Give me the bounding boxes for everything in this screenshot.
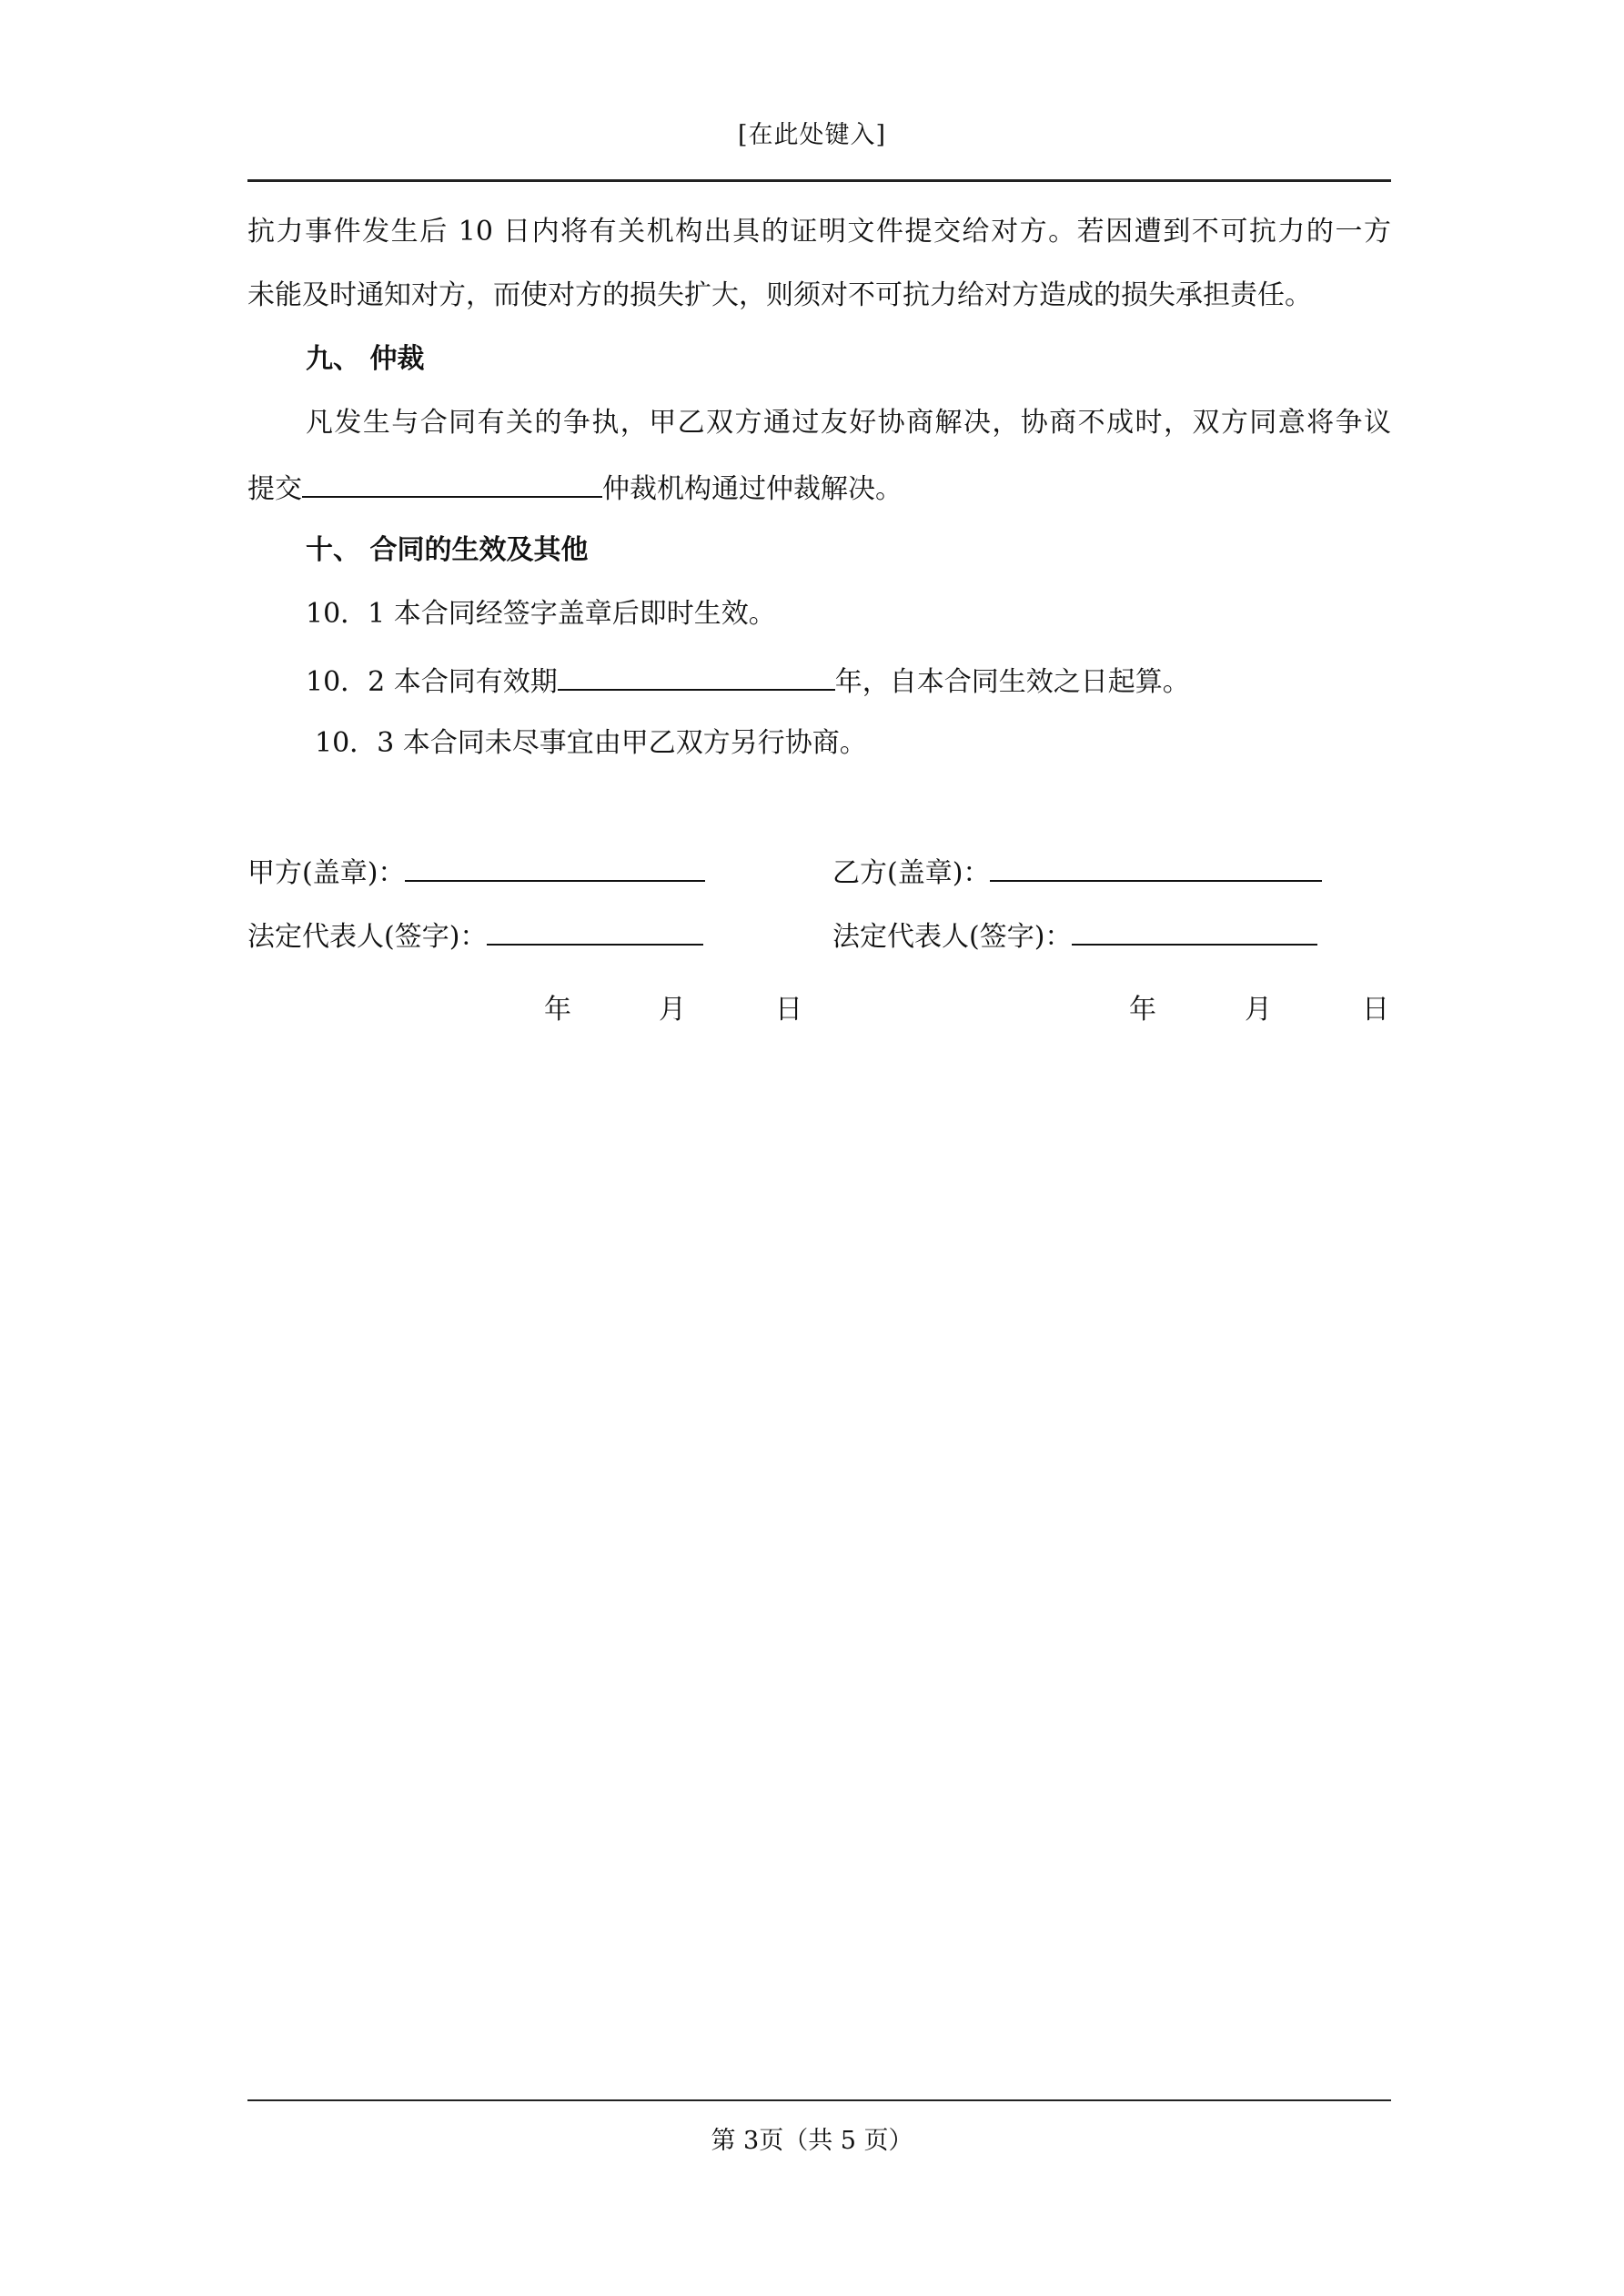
page-header: [在此处键入]	[737, 121, 887, 149]
section-10-heading: 十、 合同的生效及其他	[306, 534, 589, 566]
arbitration-institution-blank[interactable]	[302, 469, 602, 498]
party-a-seal-blank[interactable]	[405, 853, 705, 882]
section-9-line-2	[247, 469, 903, 508]
party-b-rep-row	[832, 916, 1317, 956]
footer-rule	[247, 2099, 1391, 2101]
page-footer: 第 3页（共 5 页）	[711, 2127, 913, 2155]
header-rule	[247, 179, 1391, 182]
section-9-line-2-prefix: 提交	[247, 473, 302, 505]
party-a-rep-label: 法定代表人(签字)：	[247, 921, 488, 953]
party-a-date-month: 月	[659, 994, 686, 1026]
section-9-line-2-suffix: 仲裁机构通过仲裁解决。	[602, 473, 903, 505]
section-10-item-1: 10．1 本合同经签字盖章后即时生效。	[306, 598, 776, 630]
party-a-date-day: 日	[775, 994, 802, 1026]
party-b-seal-blank[interactable]	[990, 853, 1322, 882]
party-b-date-day: 日	[1362, 994, 1389, 1026]
section-10-item-2-prefix: 10．2 本合同有效期	[306, 666, 558, 698]
validity-years-blank[interactable]	[558, 662, 835, 691]
party-b-date-year: 年	[1129, 994, 1156, 1026]
section-9-line-1: 凡发生与合同有关的争执，甲乙双方通过友好协商解决，协商不成时，双方同意将争议	[306, 407, 1391, 439]
section-9-heading: 九、 仲裁	[306, 343, 425, 375]
section-10-item-3: 10．3 本合同未尽事宜由甲乙双方另行协商。	[315, 727, 867, 759]
party-a-rep-blank[interactable]	[487, 916, 703, 946]
force-majeure-line-1: 抗力事件发生后 10 日内将有关机构出具的证明文件提交给对方。若因遭到不可抗力的一方	[247, 216, 1391, 248]
party-a-date-year: 年	[544, 994, 571, 1026]
party-b-seal-label: 乙方(盖章)：	[832, 857, 991, 889]
force-majeure-line-2: 未能及时通知对方，而使对方的损失扩大，则须对不可抗力给对方造成的损失承担责任。	[247, 279, 1312, 311]
party-a-seal-label: 甲方(盖章)：	[247, 857, 406, 889]
party-a-rep-row	[247, 916, 703, 956]
party-b-seal-row	[832, 853, 1322, 892]
section-10-item-2	[306, 662, 1190, 701]
party-b-rep-blank[interactable]	[1072, 916, 1317, 946]
section-10-item-2-suffix: 年，自本合同生效之日起算。	[834, 666, 1190, 698]
party-a-seal-row	[247, 853, 705, 892]
party-b-rep-label: 法定代表人(签字)：	[832, 921, 1073, 953]
party-b-date-month: 月	[1245, 994, 1272, 1026]
